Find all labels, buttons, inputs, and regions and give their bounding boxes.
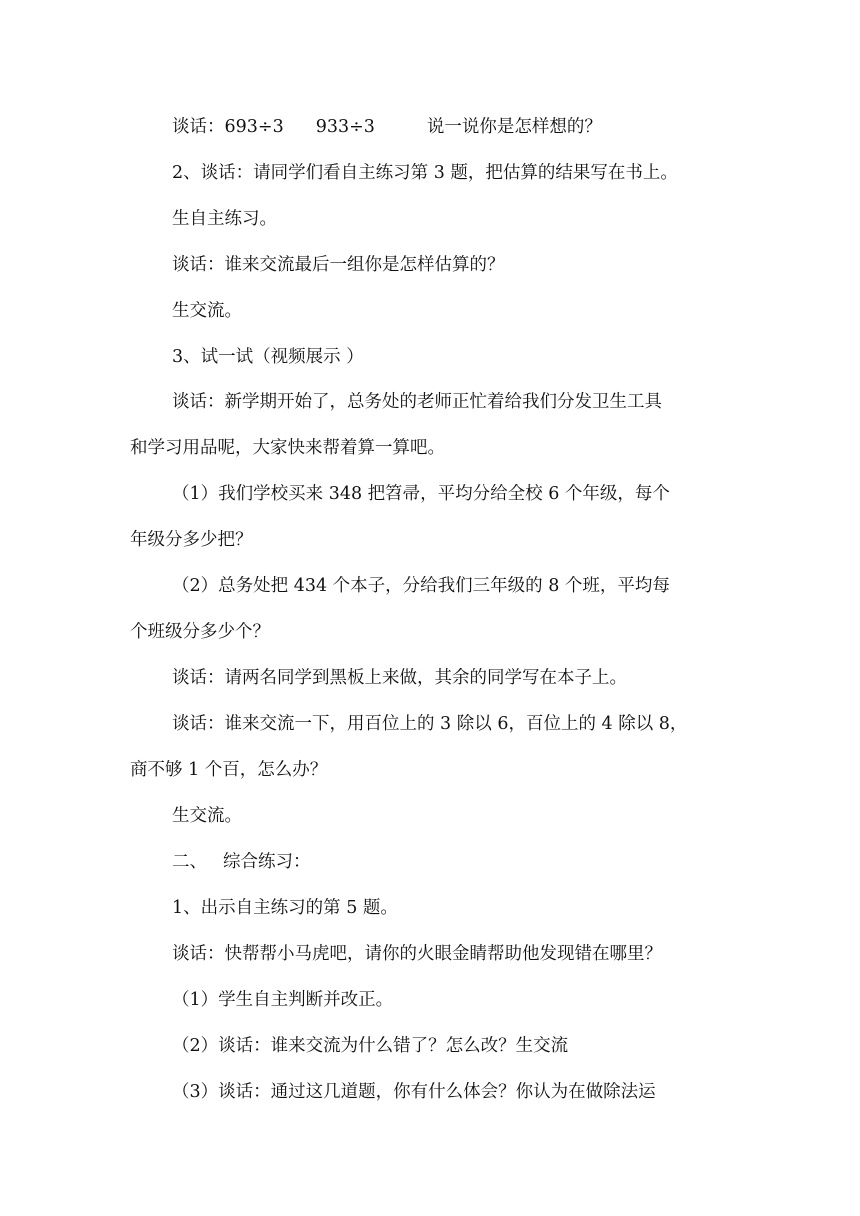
step-1: （1）学生自主判断并改正。 <box>172 990 394 1010</box>
step-3: （3）谈话：通过这几道题，你有什么体会？你认为在做除法运 <box>172 1082 656 1102</box>
problem-2-line-2: 个班级分多少个？ <box>130 622 270 642</box>
text-line-14: 谈话：谁来交流一下，用百位上的 3 除以 6，百位上的 4 除以 8， <box>172 714 688 734</box>
text-line-3: 生自主练习。 <box>172 209 277 229</box>
text-line-8: 和学习用品呢，大家快来帮着算一算吧。 <box>130 438 445 458</box>
dialogue-question: 说一说你是怎样想的？ <box>426 117 602 137</box>
section-title: 综合练习： <box>223 852 311 872</box>
text-line-18: 1、出示自主练习的第 5 题。 <box>172 898 398 918</box>
text-line-7: 谈话：新学期开始了，总务处的老师正忙着给我们分发卫生工具 <box>172 392 662 412</box>
text-line-13: 谈话：请两名同学到黑板上来做，其余的同学写在本子上。 <box>172 668 627 688</box>
section-heading-exercise <box>172 850 311 874</box>
text-line-15: 商不够 1 个百，怎么办？ <box>130 760 328 780</box>
text-line-1 <box>172 115 602 139</box>
section-heading-try: 3、试一试（视频展示 ） <box>172 347 364 367</box>
text-line-19: 谈话：快帮帮小马虎吧，请你的火眼金睛帮助他发现错在哪里？ <box>172 944 662 964</box>
text-line-2: 2、谈话：请同学们看自主练习第 3 题，把估算的结果写在书上。 <box>172 163 678 183</box>
text-line-5: 生交流。 <box>172 301 242 321</box>
dialogue-division-1: 谈话：693÷3 <box>172 117 284 137</box>
text-line-4: 谈话：谁来交流最后一组你是怎样估算的？ <box>172 255 505 275</box>
problem-1-line-2: 年级分多少把？ <box>130 530 253 550</box>
text-line-16: 生交流。 <box>172 806 242 826</box>
step-2: （2）谈话：谁来交流为什么错了？怎么改？生交流 <box>172 1036 569 1056</box>
section-number: 二、 <box>172 852 207 872</box>
problem-1-line-1: （1）我们学校买来 348 把笤帚，平均分给全校 6 个年级，每个 <box>172 484 670 504</box>
dialogue-division-2: 933÷3 <box>315 117 375 137</box>
problem-2-line-1: （2）总务处把 434 个本子，分给我们三年级的 8 个班，平均每 <box>172 576 670 596</box>
